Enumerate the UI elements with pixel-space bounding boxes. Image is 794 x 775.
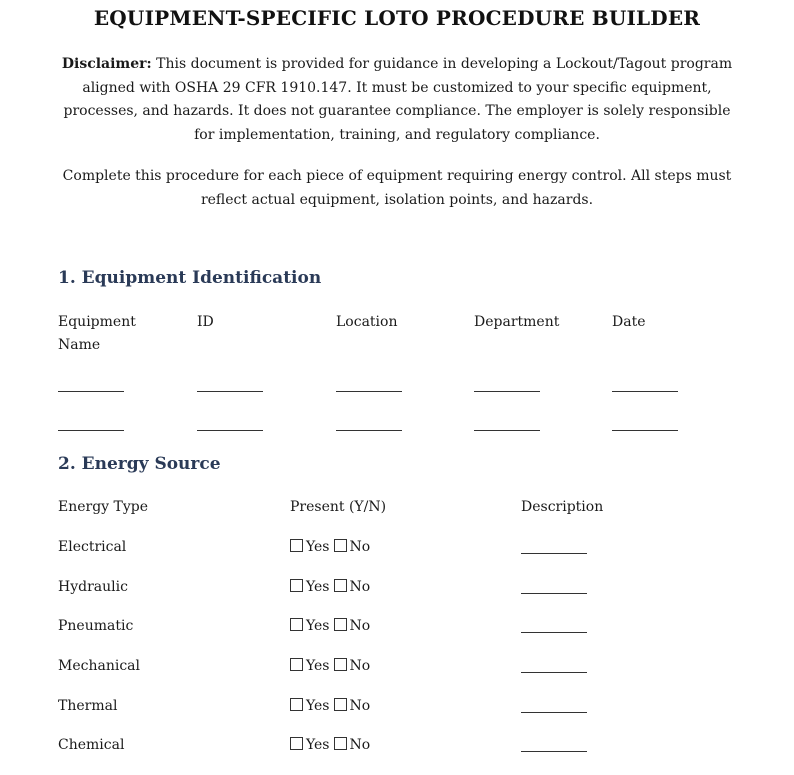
energy-description-field[interactable] <box>521 553 587 554</box>
equipment-id-field[interactable] <box>197 391 263 392</box>
disclaimer-text: This document is provided for guidance in developing a Lockout/Tagout program aligned with OSHA 29 CFR 1910.147. It must be customized to your specific equipment, processes, and hazards. It does not guarantee compliance. The employer is solely responsible for implementation, training, and regulatory compliance. <box>63 56 733 143</box>
energy-description-field[interactable] <box>521 672 587 673</box>
yes-checkbox[interactable] <box>290 618 303 631</box>
column-header-department: Department <box>474 314 560 330</box>
equipment-location-field[interactable] <box>336 391 402 392</box>
equipment-date-field[interactable] <box>612 391 678 392</box>
column-header-energy-type: Energy Type <box>58 499 149 515</box>
equipment-department-field[interactable] <box>474 391 540 392</box>
no-checkbox[interactable] <box>334 618 347 631</box>
no-label: No <box>349 579 371 595</box>
energy-description-field[interactable] <box>521 593 587 594</box>
column-header-id: ID <box>197 314 214 330</box>
energy-type-label: Chemical <box>58 737 125 753</box>
present-yes-no-group <box>290 696 374 716</box>
no-label: No <box>349 539 371 555</box>
section-heading-energy-source: 2. Energy Source <box>58 454 221 474</box>
no-label: No <box>349 658 371 674</box>
present-yes-no-group <box>290 735 374 755</box>
present-yes-no-group <box>290 616 374 636</box>
column-header-present: Present (Y/N) <box>290 499 387 515</box>
present-yes-no-group <box>290 577 374 597</box>
disclaimer-label: Disclaimer: <box>61 56 152 72</box>
document-title: EQUIPMENT-SPECIFIC LOTO PROCEDURE BUILDER <box>93 6 701 30</box>
energy-description-field[interactable] <box>521 632 587 633</box>
energy-type-label: Thermal <box>58 698 118 714</box>
yes-label: Yes <box>306 737 330 753</box>
yes-checkbox[interactable] <box>290 698 303 711</box>
no-label: No <box>349 698 371 714</box>
instructions-paragraph: Complete this procedure for each piece of equipment requiring energy control. All steps must reflect actual equipment, isolation points, and hazards. <box>62 168 732 208</box>
yes-checkbox[interactable] <box>290 539 303 552</box>
equipment-location-field[interactable] <box>336 430 402 431</box>
no-checkbox[interactable] <box>334 698 347 711</box>
equipment-id-field[interactable] <box>197 430 263 431</box>
yes-label: Yes <box>306 618 330 634</box>
yes-label: Yes <box>306 539 330 555</box>
no-label: No <box>349 618 371 634</box>
column-header-description: Description <box>521 499 604 515</box>
present-yes-no-group <box>290 537 374 557</box>
no-checkbox[interactable] <box>334 579 347 592</box>
yes-checkbox[interactable] <box>290 658 303 671</box>
yes-checkbox[interactable] <box>290 579 303 592</box>
column-header-location: Location <box>336 314 398 330</box>
energy-description-field[interactable] <box>521 751 587 752</box>
energy-type-label: Electrical <box>58 539 127 555</box>
equipment-department-field[interactable] <box>474 430 540 431</box>
column-header-date: Date <box>612 314 646 330</box>
energy-type-label: Hydraulic <box>58 579 128 595</box>
no-checkbox[interactable] <box>334 737 347 750</box>
equipment-date-field[interactable] <box>612 430 678 431</box>
section-heading-equipment-identification: 1. Equipment Identification <box>58 268 322 288</box>
energy-description-field[interactable] <box>521 712 587 713</box>
equipment-name-field[interactable] <box>58 391 124 392</box>
energy-type-label: Pneumatic <box>58 618 134 634</box>
no-label: No <box>349 737 371 753</box>
yes-label: Yes <box>306 579 330 595</box>
equipment-name-field[interactable] <box>58 430 124 431</box>
no-checkbox[interactable] <box>334 658 347 671</box>
yes-label: Yes <box>306 658 330 674</box>
yes-label: Yes <box>306 698 330 714</box>
present-yes-no-group <box>290 656 374 676</box>
disclaimer-paragraph <box>60 53 734 147</box>
yes-checkbox[interactable] <box>290 737 303 750</box>
no-checkbox[interactable] <box>334 539 347 552</box>
column-header-equipment-name: Equipment Name <box>58 314 136 353</box>
energy-type-label: Mechanical <box>58 658 140 674</box>
